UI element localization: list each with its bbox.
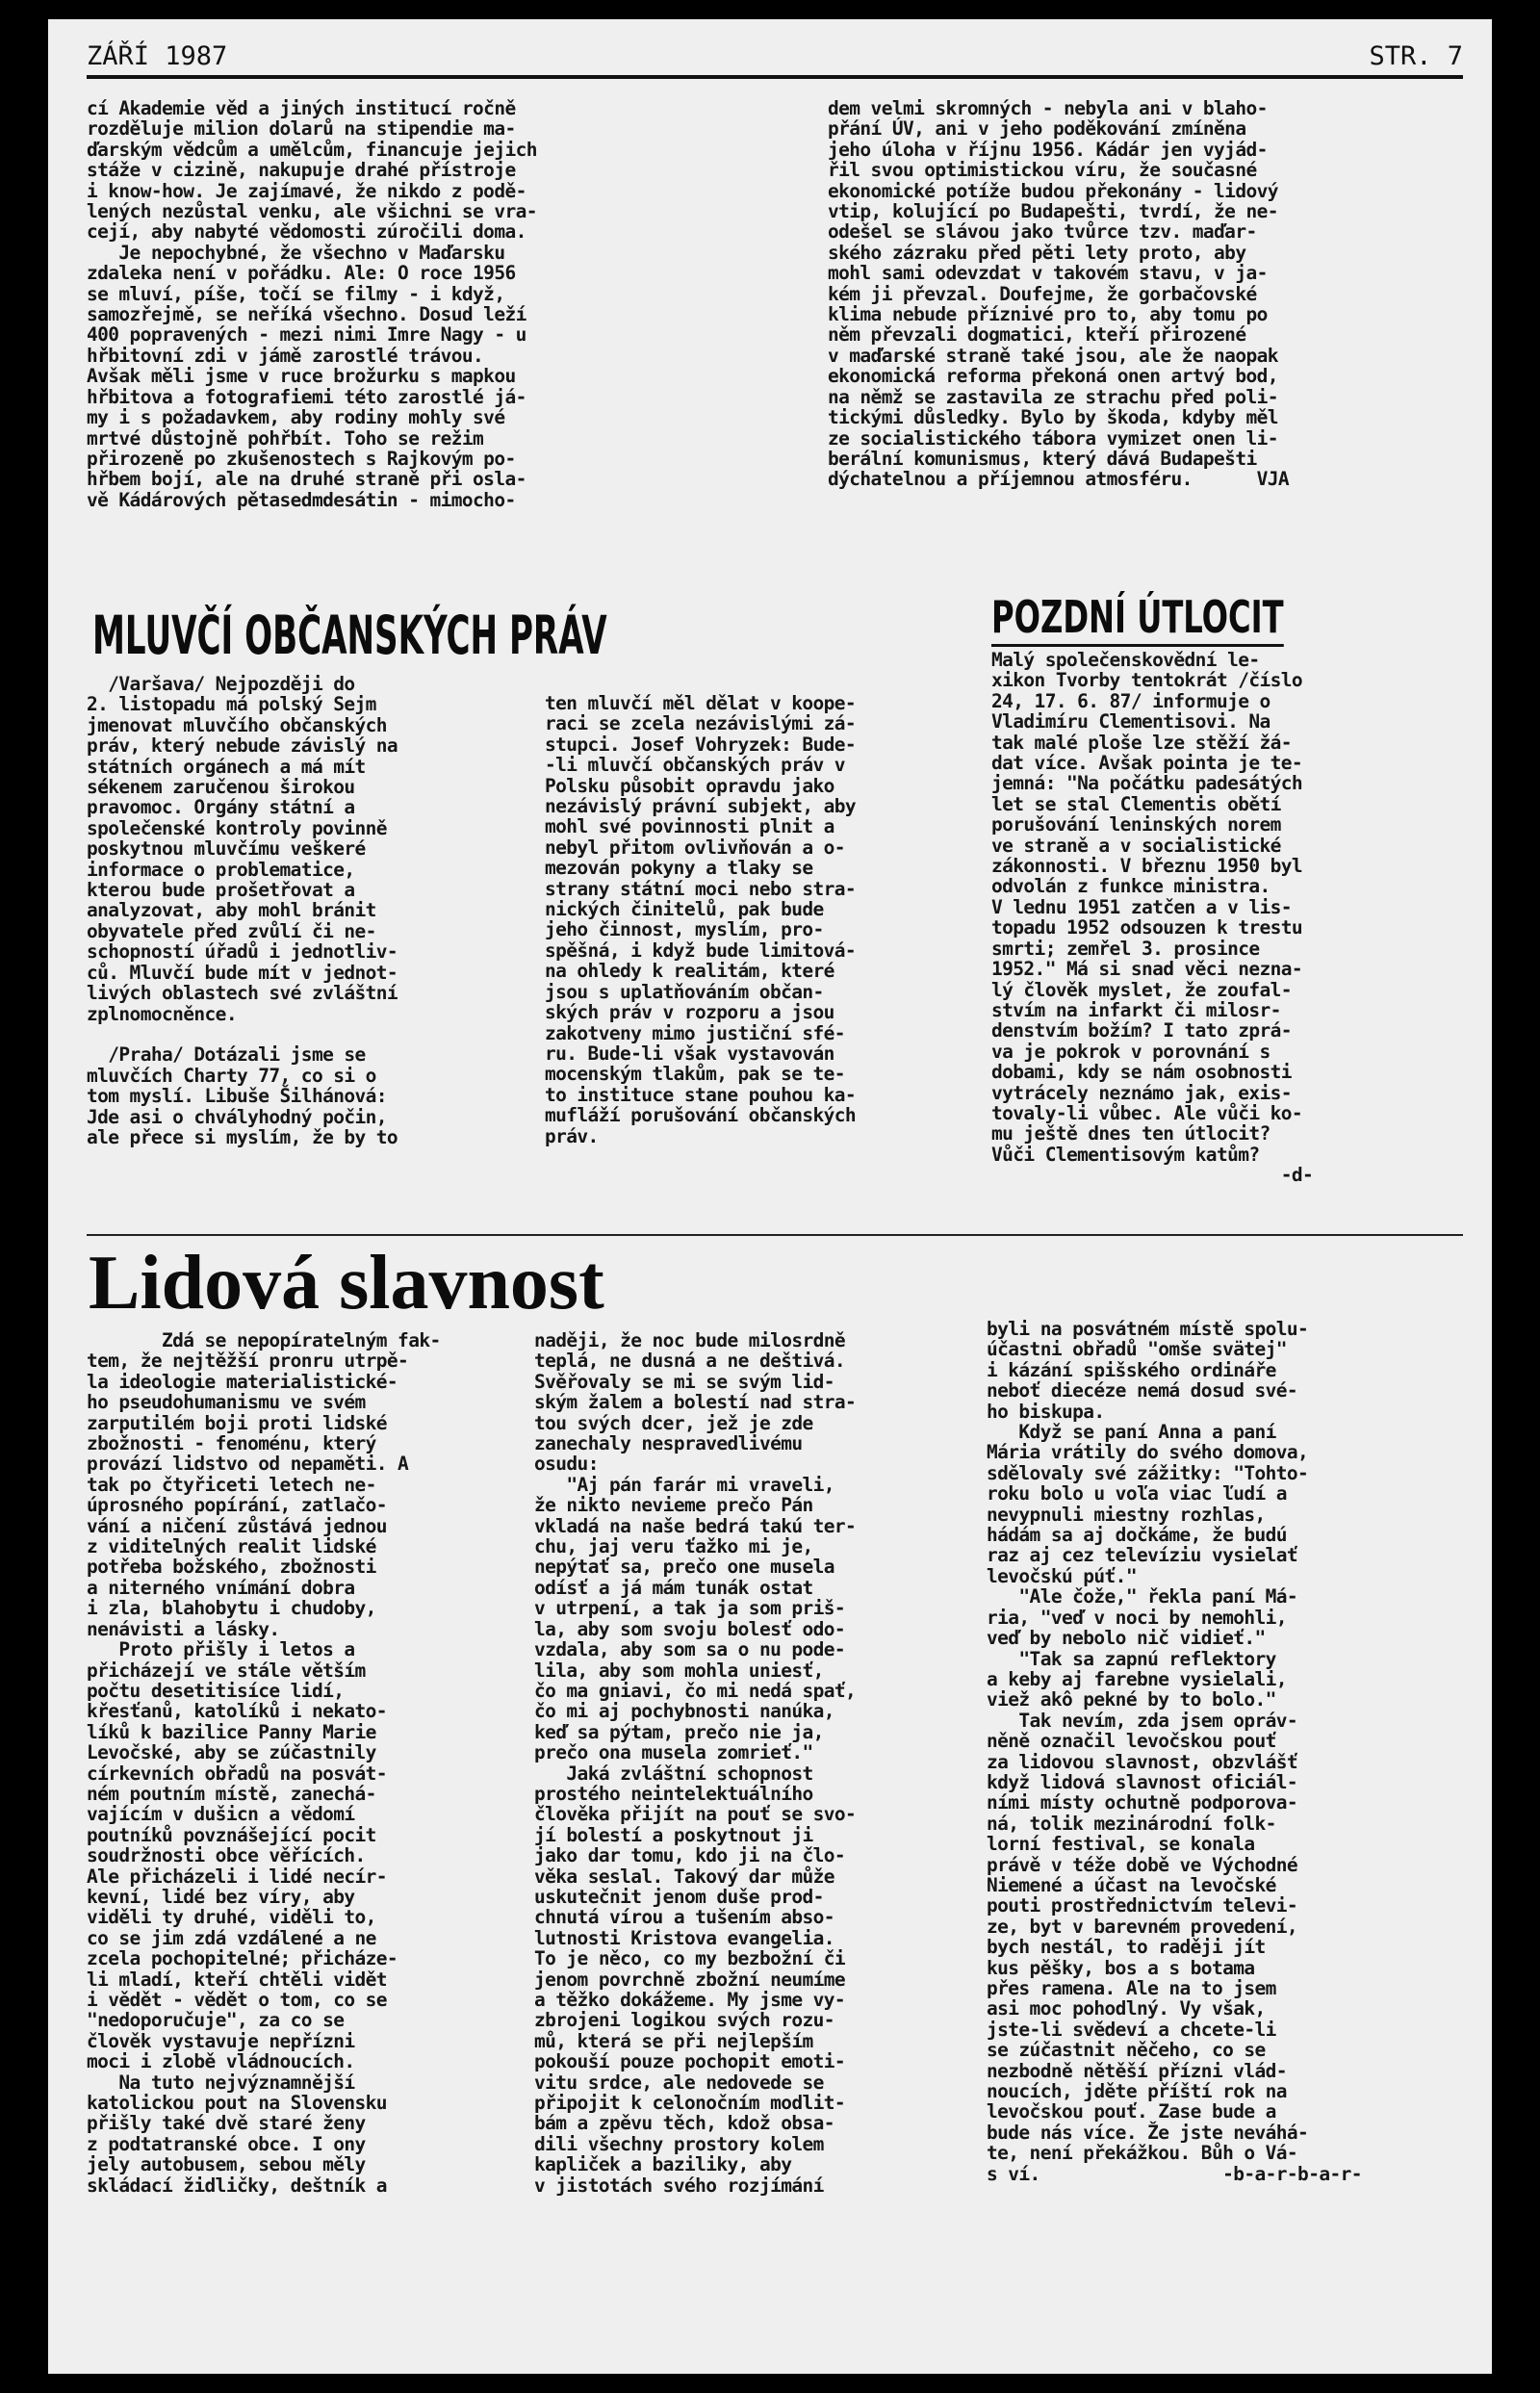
page-header (87, 37, 1463, 79)
article4-col1: Zdá se nepopíratelným fak- tem, že nejtěžší pronru utrpě- la ideologie materialistické- ho pseudohumanismu ve svém zarputilém boji proti lidské zbožnosti - fenoménu, který provází lidstvo od nepaměti. A tak po čtyřiceti letech ne- úprosného popírání, zatlačo- vání a ničení zůstává jednou z viditelných realit lidské potřeba božského, zbožnosti a niterného vnímání dobra i zla, blahobytu i chudoby, nenávisti a lásky. Proto přišly i letos a přicházejí ve stále větším počtu desetitisíce lidí, křesťanů, katolíků i nekato- líků k bazilice Panny Marie Levočské, aby se zúčastnily církevních obřadů na posvát- ném poutním místě, zanechá- vajícím v dušicn a vědomí poutníků povznášející pocit soudržnosti obce věřících. Ale přicházeli i lidé necír- kevní, lidé bez víry, aby viděli ty druhé, viděli to, co se jim zdá vzdálené a ne zcela pochopitelné; přicháze- li mladí, kteří chtěli vidět i vědět - vědět o tom, co se "nedoporučuje", za co se člověk vystavuje nepřízni moci i zlobě vládnoucích. Na tuto nejvýznamnější katolickou pout na Slovensku přišly také dvě staré ženy z podtatranské obce. I ony jely autobusem, sebou měly skládací židličky, deštník a (87, 1330, 441, 2197)
article4-headline: Lidová slavnost (89, 1241, 604, 1325)
article2-col2: ten mluvčí měl dělat v koope- raci se zcela nezávislými zá- stupci. Josef Vohryzek: Bude- -li mluvčí občanských práv v Polsku působit opravdu jako nezávislý právní subjekt, aby mohl své povinnosti plnit a nebyl přitom ovlivňován a o- mezován pokyny a tlaky se strany státní moci nebo stra- nických činitelů, pak bude jeho činnost, myslím, pro- spěšná, i když bude limitová- na ohledy k realitám, které jsou s uplatňováním občan- ských práv v rozporu a jsou zakotveny mimo justiční sfé- ru. Bude-li však vystavován mocenským tlakům, pak se te- to instituce stane pouhou ka- mufláží porušování občanských práv. (545, 693, 857, 1147)
article3-headline: POZDNÍ ÚTLOCIT (991, 592, 1284, 647)
issue-date: ZÁŘÍ 1987 (87, 41, 228, 71)
article4-col3: byli na posvátném místě spolu- účastni obřadů "omše svätej" i kázání spišského ordináře neboť diecéze nemá dosud své- ho biskupa. Když se paní Anna a paní Mária vrátily do svého domova, sdělovaly své zážitky: "Tohto- roku bolo u voľa viac ľudí a nevypnuli miestny rozhlas, hádám sa aj dočkáme, že budú raz aj cez televíziu vysielať levočskú púť." "Ale čože," řekla paní Má- ria, "veď v noci by nemohli, veď by nebolo nič vidieť." "Tak sa zapnú reflektory a keby aj farebne vysielali, viež akô pekné by to bolo." Tak nevím, zda jsem opráv- něně označil levočskou pouť za lidovou slavnost, obzvlášť když lidová slavnost oficiál- ními místy ochutně podporova- ná, tolik mezinárodní folk- lorní festival, se konala právě v téže době ve Východné Niemené a účast na levočské pouti prostřednictvím televi- ze, byt v barevném provedení, bych nestál, to raději jít kus pěšky, bos a s botama přes ramena. Ale na to jsem asi moc pohodlný. Vy však, jste-li svědeví a chcete-li se zúčastnit něčeho, co se nezbodně nětěší přízni vlád- noucích, jděte příští rok na levočskou pouť. Zase bude a bude nás více. Že jste neváhá- te, není překážkou. Bůh o Vá- s ví. -b-a-r-b-a-r- (987, 1319, 1362, 2185)
article2-col1: /Varšava/ Nejpozději do 2. listopadu má polský Sejm jmenovat mluvčího občanských práv, který nebude závislý na státních orgánech a má mít sékenem zaručenou širokou pravomoc. Orgány státní a společenské kontroly povinně poskytnou mluvčímu veškeré informace o problematice, kterou bude prošetřovat a analyzovat, aby mohl bránit obyvatele před zvůlí či ne- schopností úřadů i jednotliv- ců. Mluvčí bude mít v jednot- livých oblastech své zvláštní zplnomocněnce. /Praha/ Dotázali jsme se mluvčích Charty 77, co si o tom myslí. Libuše Šilhánová: Jde asi o chvályhodný počin, ale přece si myslím, že by to (87, 674, 398, 1148)
article1-col2: dem velmi skromných - nebyla ani v blaho- přání ÚV, ani v jeho poděkování zmíněna jeho úloha v říjnu 1956. Kádár jen vyjád- řil svou optimistickou víru, že současné ekonomické potíže budou překonány - lidový vtip, kolující po Budapešti, tvrdí, že ne- odešel se slávou jako tvůrce tzv. maďar- ského zázraku před pěti lety proto, aby mohl sami odevzdat v takovém stavu, v ja- kém ji převzal. Doufejme, že gorbačovské klima nebude příznivé pro to, aby tomu po něm převzali dogmatici, kteří přirozené v maďarské straně také jsou, ale že naopak ekonomická reforma překoná onen artvý bod, na němž se zastavila ze strachu před poli- tickými důsledky. Bylo by škoda, kdyby měl ze socialistického tábora vymizet onen li- berální komunismus, který dává Budapešti dýchatelnou a příjemnou atmosféru. VJA (828, 98, 1290, 491)
article2-headline: MLUVČÍ OBČANSKÝCH PRÁV (92, 605, 607, 666)
newspaper-page (48, 19, 1492, 2374)
page-number: STR. 7 (1369, 41, 1463, 71)
article4-col2: naději, že noc bude milosrdně teplá, ne dusná a ne deštivá. Svěřovaly se mi se svým lid- ským žalem a bolestí nad stra- tou svých dcer, jež je zde zanechaly nespravedlivému osudu: "Aj pán farár mi vraveli, že nikto nevieme prečo Pán vkladá na naše bedrá takú ter- chu, jaj veru ťažko mi je, nepýtať sa, prečo one musela odísť a já mám tunák ostat v utrpení, a tak ja som priš- la, aby som svoju bolesť odo- vzdala, aby som sa o nu pode- lila, aby som mohla uniesť, čo ma gniavi, čo mi nedá spať, čo mi aj pochybnosti nanúka, keď sa pýtam, prečo nie ja, prečo ona musela zomrieť." Jaká zvláštní schopnost prostého neintelektuálního člověka přijít na pouť se svo- jí bolestí a poskytnout ji jako dar tomu, kdo ji na člo- věka seslal. Takový dar může uskutečnit jenom duše prod- chnutá vírou a tušením abso- lutnosti Kristova evangelia. To je něco, co my bezbožní či jenom povrchně zbožní neumíme a těžko dokážeme. My jsme vy- zbrojeni logikou svých rozu- mů, která se při nejlepším pokouší pouze pochopit emoti- vitu srdce, ale nedovede se připojit k celonočním modlit- bám a zpěvu těch, kdož obsa- dili všechny prostory kolem kapliček a baziliky, aby v jistotách svého rozjímání (534, 1330, 857, 2197)
article3-body: Malý společenskovědní le- xikon Tvorby tentokrát /číslo 24, 17. 6. 87/ informuje o Vladimíru Clementisovi. Na tak malé ploše lze stěží žá- dat více. Avšak pointa je te- jemná: "Na počátku padesátých let se stal Clementis obětí porušování leninských norem ve straně a v socialistické zákonnosti. V březnu 1950 byl odvolán z funkce ministra. V lednu 1951 zatčen a v lis- topadu 1952 odsouzen k trestu smrti; zemřel 3. prosince 1952." Má si snad věci nezna- lý člověk myslet, že zoufal- stvím na infarkt či milosr- denstvím božím? I tato zprá- va je pokrok v porovnání s dobami, kdy se nám osobnosti vytrácely neznámo jak, exis- tovaly-li vůbec. Ale vůči ko- mu ještě dnes ten útlocit? Vůči Clementisovým katům? -d- (991, 650, 1314, 1187)
article1-col1: cí Akademie věd a jiných institucí ročně rozděluje milion dolarů na stipendie ma- ďarským vědcům a umělcům, financuje jejich stáže v cizině, nakupuje drahé přístroje i know-how. Je zajímavé, že nikdo z podě- lených nezůstal venku, ale všichni se vra- cejí, aby nabyté vědomosti zúročili doma. Je nepochybné, že všechno v Maďarsku zdaleka není v pořádku. Ale: O roce 1956 se mluví, píše, točí se filmy - i když, samozřejmě, se neříká všechno. Dosud leží 400 popravených - mezi nimi Imre Nagy - u hřbitovní zdi v jámě zarostlé trávou. Avšak měli jsme v ruce brožurku s mapkou hřbitova a fotografiemi této zarostlé já- my i s požadavkem, aby rodiny mohly své mrtvé důstojně pohřbít. Toho se režim přirozeně po zkušenostech s Rajkovým po- hřbem bojí, ale na druhé straně při osla- vě Kádárových pětasedmdesátin - mimocho- (87, 98, 537, 511)
section-divider (87, 1234, 1463, 1236)
